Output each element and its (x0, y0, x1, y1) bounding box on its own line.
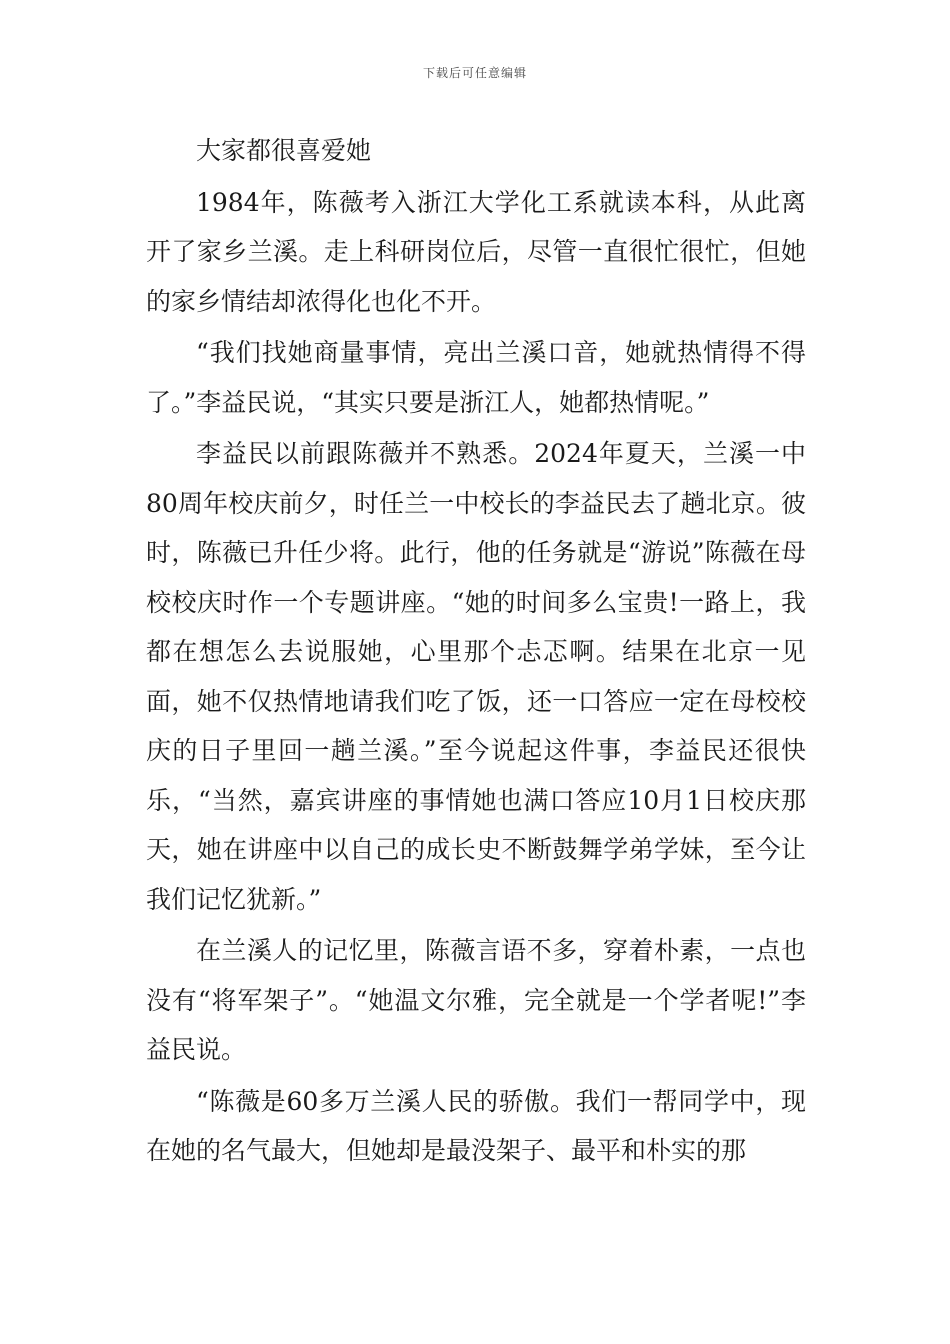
article-title: 大家都很喜爱她 (196, 136, 372, 165)
paragraph: 1984年，陈薇考入浙江大学化工系就读本科，从此离开了家乡兰溪。走上科研岗位后，尽管一直很忙很忙，但她的家乡情结却浓得化也化不开。 (146, 187, 806, 316)
paragraph: 李益民以前跟陈薇并不熟悉。2024年夏天，兰溪一中80周年校庆前夕，时任兰一中校长的李益民去了趟北京。彼时，陈薇已升任少将。此行，他的任务就是“游说”陈薇在母校校庆时作一个专题讲座。“她的时间多么宝贵!一路上，我都在想怎么去说服她，心里那个忐忑啊。结果在北京一见面，她不仅热情地请我们吃了饭，还一口答应一定在母校校庆的日子里回一趟兰溪。”至今说起这件事，李益民还很快乐，“当然，嘉宾讲座的事情她也满口答应10月1日校庆那天，她在讲座中以自己的成长史不断鼓舞学弟学妹，至今让我们记忆犹新。” (146, 439, 806, 914)
paragraph: “陈薇是60多万兰溪人民的骄傲。我们一帮同学中，现在她的名气最大，但她却是最没架子、最平和朴实的那 (146, 1086, 806, 1165)
paragraph: “我们找她商量事情，亮出兰溪口音，她就热情得不得了。”李益民说，“其实只要是浙江人，她都热情呢。” (146, 338, 806, 417)
article-body (146, 126, 806, 1176)
paragraph: 在兰溪人的记忆里，陈薇言语不多，穿着朴素，一点也没有“将军架子”。“她温文尔雅，完全就是一个学者呢!”李益民说。 (146, 936, 806, 1064)
page-header-note: 下载后可任意编辑 (422, 66, 527, 80)
